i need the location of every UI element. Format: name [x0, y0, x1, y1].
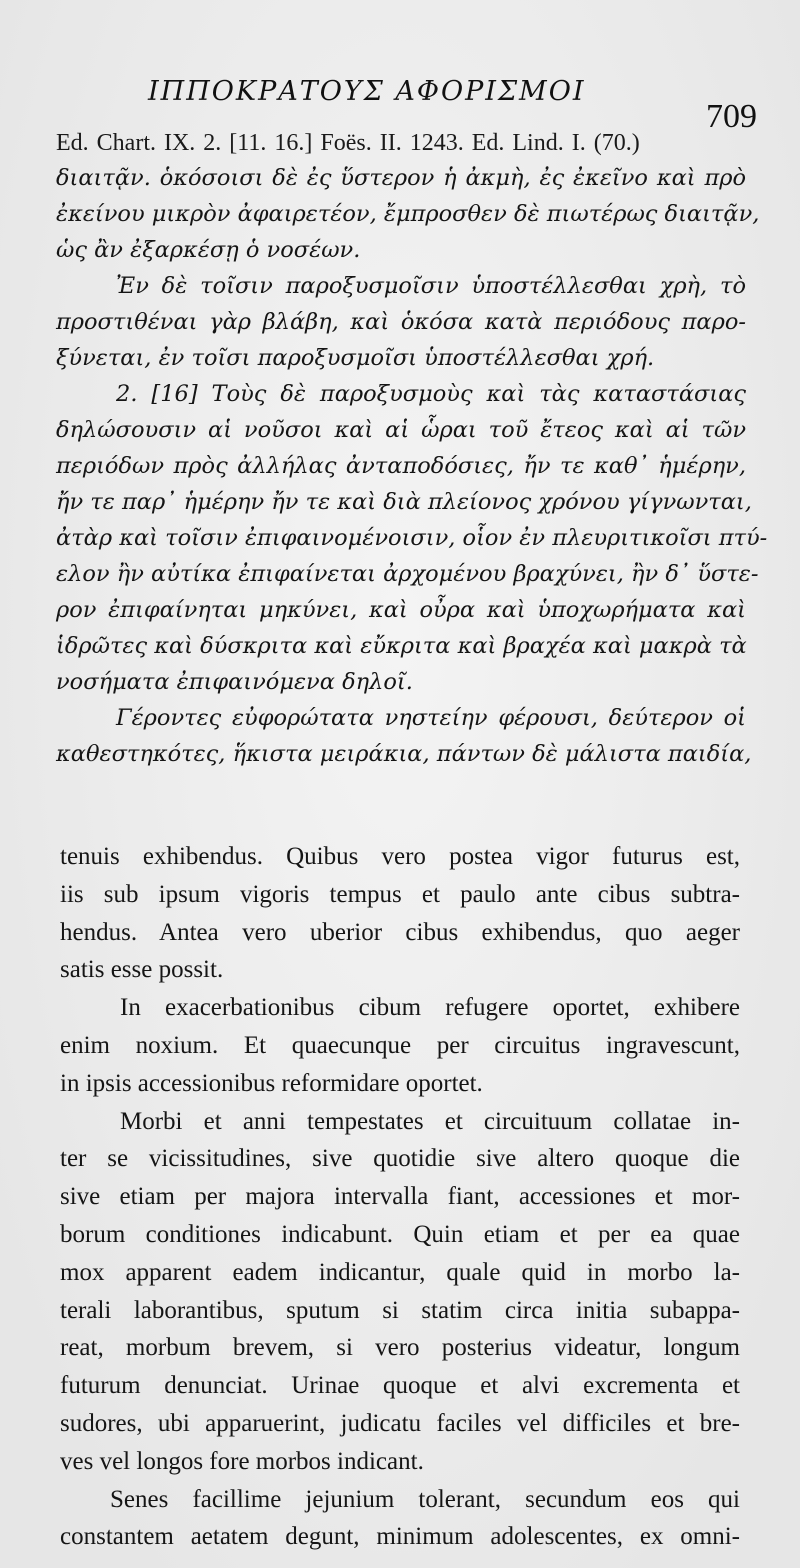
latin-line: reat, morbum brevem, si vero posterius videatur, longum	[60, 1334, 740, 1362]
greek-line: ξύνεται, ἐν τοῖσι παροξυσμοῖσι ὑποστέλλεσθαι χρή.	[56, 345, 655, 371]
running-title: ΙΠΠΟΚΡΑΤΟΥΣ ΑΦΟΡΙΣΜΟΙ	[148, 76, 586, 107]
greek-line: 2. [16] Τοὺς δὲ παροξυσμοὺς καὶ τὰς καταστάσιας	[116, 381, 746, 407]
greek-line: ἐκείνου μικρὸν ἀφαιρετέον, ἔμπροσθεν δὲ πιωτέρως διαιτᾷν,	[56, 201, 760, 227]
page-number: 709	[706, 98, 757, 135]
latin-line: ves vel longos fore morbos indicant.	[60, 1447, 424, 1475]
latin-line: futurum denunciat. Urinae quoque et alvi excrementa et	[60, 1372, 740, 1400]
latin-line: in ipsis accessionibus reformidare oportet.	[60, 1069, 483, 1097]
greek-text-block	[56, 160, 768, 772]
latin-line: iis sub ipsum vigoris tempus et paulo ante cibus subtra-	[60, 880, 740, 908]
latin-line: satis esse possit.	[60, 956, 224, 984]
greek-line: ρον ἐπιφαίνηται μηκύνει, καὶ οὖρα καὶ ὑποχωρήματα καὶ	[56, 597, 746, 623]
latin-line: hendus. Antea vero uberior cibus exhibendus, quo aeger	[60, 918, 740, 946]
latin-line: sive etiam per majora intervalla fiant, accessiones et mor-	[60, 1183, 740, 1211]
latin-line: ter se vicissitudines, sive quotidie sive altero quoque die	[60, 1145, 740, 1173]
latin-line: In exacerbationibus cibum refugere oportet, exhibere	[120, 994, 740, 1022]
greek-line: νοσήματα ἐπιφαινόμενα δηλοῖ.	[56, 669, 413, 695]
latin-line: sudores, ubi apparuerint, judicatu faciles vel difficiles et bre-	[60, 1409, 740, 1437]
greek-line: ὡς ἂν ἐξαρκέσῃ ὁ νοσέων.	[56, 237, 361, 263]
greek-line: Ἐν δὲ τοῖσιν παροξυσμοῖσιν ὑποστέλλεσθαι χρὴ, τὸ	[116, 273, 746, 299]
latin-line: constantem aetatem degunt, minimum adolescentes, ex omni-	[60, 1523, 740, 1551]
latin-line: mox apparent eadem indicantur, quale quid in morbo la-	[60, 1258, 740, 1286]
latin-line: borum conditiones indicabunt. Quin etiam et per ea quae	[60, 1220, 740, 1248]
greek-line: δηλώσουσιν αἱ νοῦσοι καὶ αἱ ὧραι τοῦ ἔτεος καὶ αἱ τῶν	[56, 417, 746, 443]
greek-line: καθεστηκότες, ἥκιστα μειράκια, πάντων δὲ μάλιστα παιδία,	[56, 741, 752, 767]
greek-line: διαιτᾷν. ὁκόσοισι δὲ ἐς ὕστερον ἡ ἀκμὴ, ἐς ἐκεῖνο καὶ πρὸ	[56, 165, 746, 191]
greek-line: ελον ἢν αὐτίκα ἐπιφαίνεται ἀρχομένου βραχύνει, ἢν δ᾽ ὕστε-	[56, 561, 759, 587]
latin-text-block	[60, 838, 740, 1556]
latin-line: Senes facillime jejunium tolerant, secundum eos qui	[110, 1485, 740, 1513]
greek-line: ἤν τε παρ᾽ ἡμέρην ἤν τε καὶ διὰ πλείονος χρόνου γίγνωνται,	[56, 489, 752, 515]
latin-line: Morbi et anni tempestates et circuituum collatae in-	[120, 1107, 740, 1135]
latin-line: terali laborantibus, sputum si statim circa initia subappa-	[60, 1296, 740, 1324]
latin-line: enim noxium. Et quaecunque per circuitus ingravescunt,	[60, 1031, 740, 1059]
greek-line: Γέροντες εὐφορώτατα νηστείην φέρουσι, δεύτερον οἱ	[116, 705, 746, 731]
greek-line: ἀτὰρ καὶ τοῖσιν ἐπιφαινομένοισιν, οἷον ἐν πλευριτικοῖσι πτύ-	[56, 525, 768, 551]
latin-line: tenuis exhibendus. Quibus vero postea vigor futurus est,	[60, 843, 740, 870]
greek-line: προστιθέναι γὰρ βλάβη, καὶ ὁκόσα κατὰ περιόδους παρο-	[56, 309, 746, 335]
greek-line: περιόδων πρὸς ἀλλήλας ἀνταποδόσιες, ἤν τε καθ᾽ ἡμέρην,	[56, 453, 746, 479]
edition-reference-line: Ed. Chart. IX. 2. [11. 16.] Foës. II. 1243. Ed. Lind. I. (70.)	[56, 130, 640, 156]
greek-line: ἱδρῶτες καὶ δύσκριτα καὶ εὔκριτα καὶ βραχέα καὶ μακρὰ τὰ	[56, 633, 747, 659]
